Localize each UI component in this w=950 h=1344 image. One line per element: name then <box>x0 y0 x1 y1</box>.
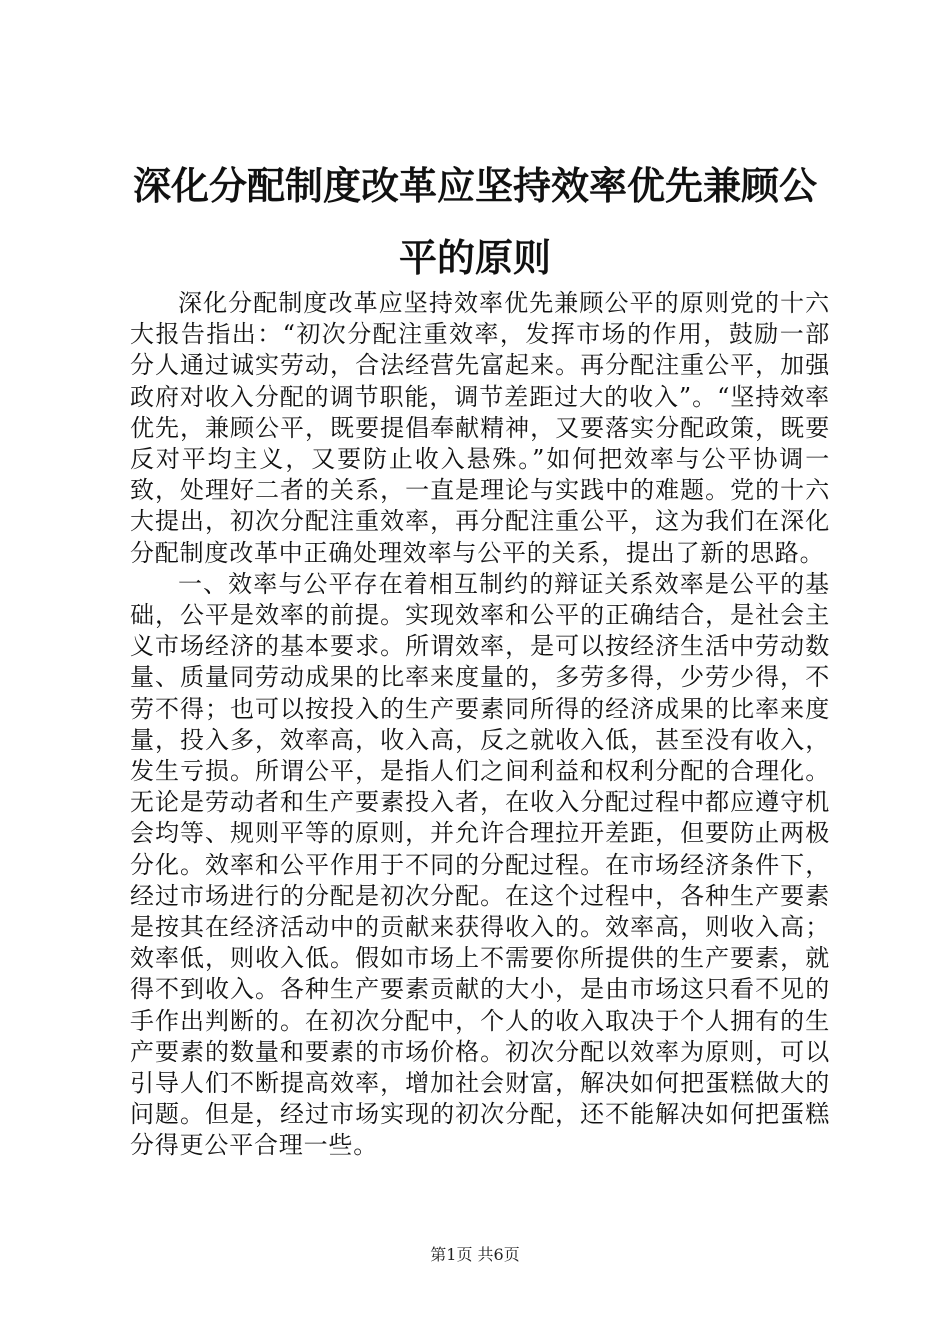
page-number-footer: 第1页 共6页 <box>430 1245 520 1264</box>
document-title: 深化分配制度改革应坚持效率优先兼顾公平的原则 <box>132 164 817 280</box>
document-body <box>130 288 830 1162</box>
paragraph-section-one: 一、效率与公平存在着相互制约的辩证关系效率是公平的基础，公平是效率的前提。实现效率和公平的正确结合，是社会主义市场经济的基本要求。所谓效率，是可以按经济生活中劳动数量、质量同劳动成果的比率来度量的，多劳多得，少劳少得，不劳不得；也可以按投入的生产要素同所得的经济成果的比率来度量，投入多，效率高，收入高，反之就收入低，甚至没有收入，发生亏损。所谓公平，是指人们之间利益和权利分配的合理化。无论是劳动者和生产要素投入者，在收入分配过程中都应遵守机会均等、规则平等的原则，并允许合理拉开差距，但要防止两极分化。效率和公平作用于不同的分配过程。在市场经济条件下，经过市场进行的分配是初次分配。在这个过程中，各种生产要素是按其在经济活动中的贡献来获得收入的。效率高，则收入高；效率低，则收入低。假如市场上不需要你所提供的生产要素，就得不到收入。各种生产要素贡献的大小，是由市场这只看不见的手作出判断的。在初次分配中，个人的收入取决于个人拥有的生产要素的数量和要素的市场价格。初次分配以效率为原则，可以引导人们不断提高效率，增加社会财富，解决如何把蛋糕做大的问题。但是，经过市场实现的初次分配，还不能解决如何把蛋糕分得更公平合理一些。 <box>130 569 830 1160</box>
paragraph-intro: 深化分配制度改革应坚持效率优先兼顾公平的原则党的十六大报告指出：“初次分配注重效率，发挥市场的作用，鼓励一部分人通过诚实劳动，合法经营先富起来。再分配注重公平，加强政府对收入分配的调节职能，调节差距过大的收入”。“坚持效率优先，兼顾公平，既要提倡奉献精神，又要落实分配政策，既要反对平均主义，又要防止收入悬殊。”如何把效率与公平协调一致，处理好二者的关系，一直是理论与实践中的难题。党的十六大提出，初次分配注重效率，再分配注重公平，这为我们在深化分配制度改革中正确处理效率与公平的关系，提出了新的思路。 <box>130 289 830 567</box>
